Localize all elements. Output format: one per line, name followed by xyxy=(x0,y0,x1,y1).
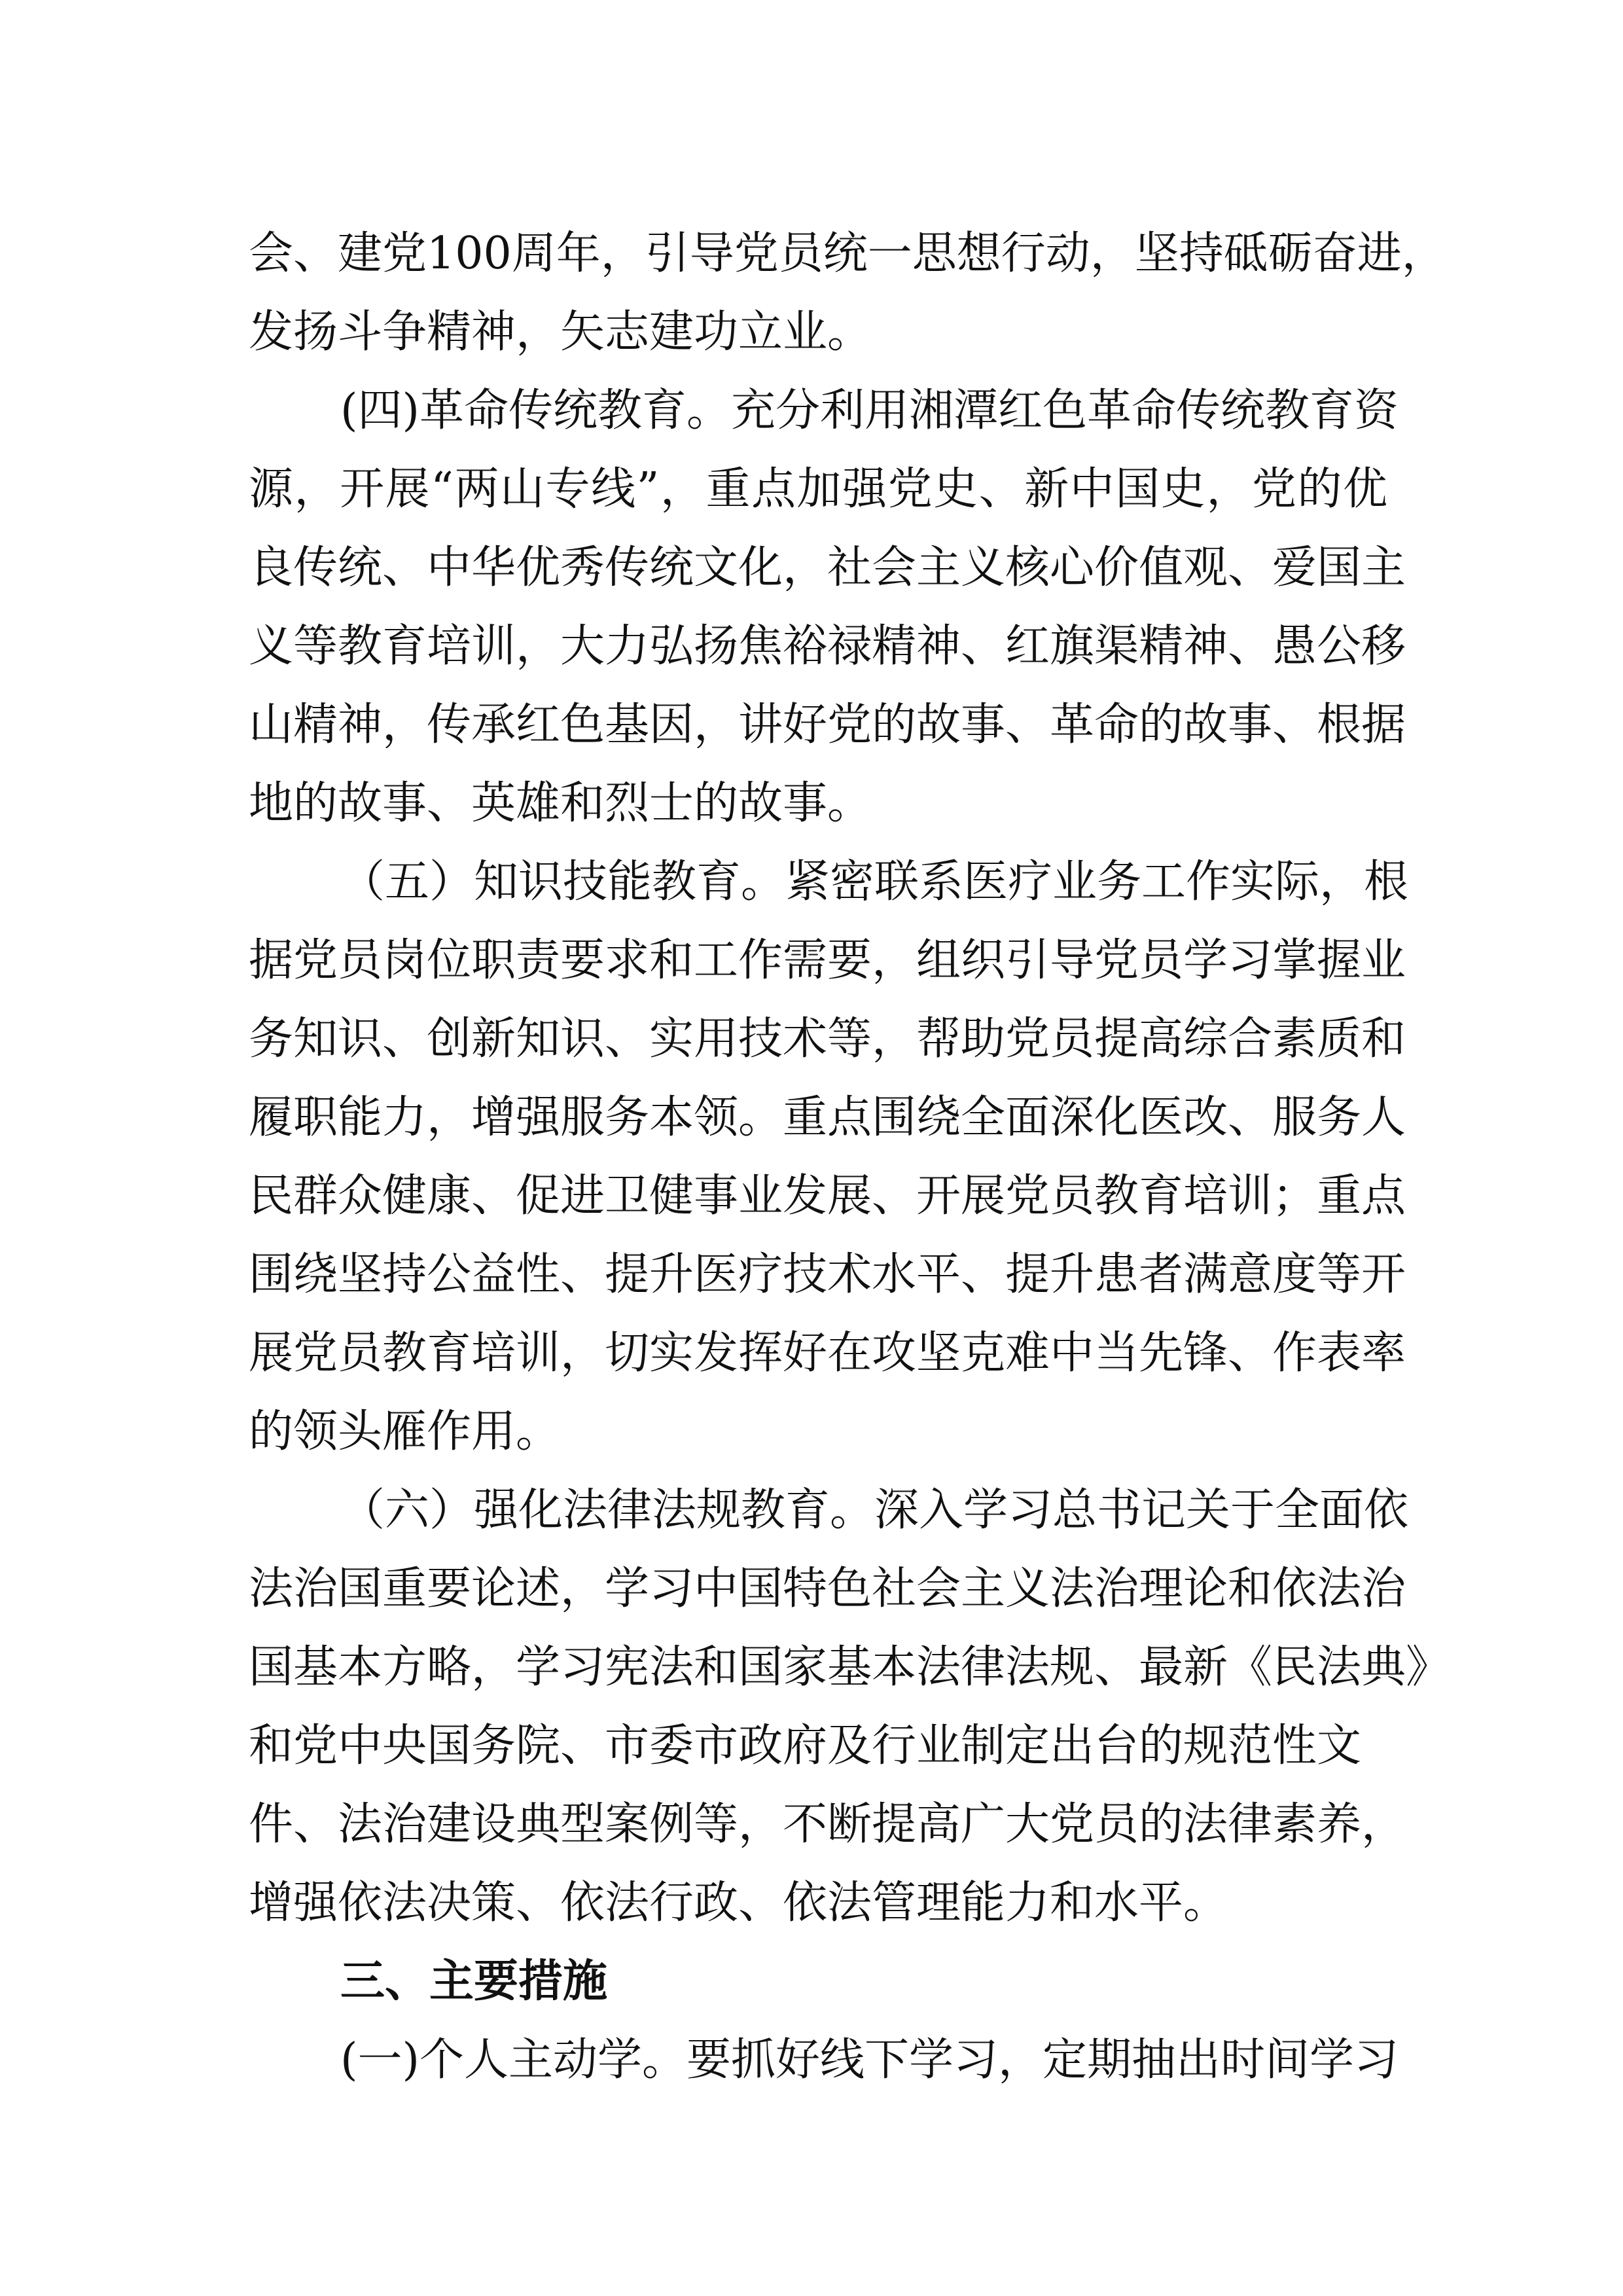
body-text-line: 据党员岗位职责要求和工作需要，组织引导党员学习掌握业 xyxy=(249,935,1406,986)
body-text-line: 民群众健康、促进卫健事业发展、开展党员教育培训；重点 xyxy=(249,1170,1406,1222)
body-text-line: 义等教育培训，大力弘扬焦裕禄精神、红旗渠精神、愚公移 xyxy=(249,620,1406,672)
measure-1-paragraph-start: (一)个人主动学。要抓好线下学习，定期抽出时间学习 xyxy=(340,2034,1399,2086)
body-text-line: 会、建党100周年，引导党员统一思想行动，坚持砥砺奋进， xyxy=(249,228,1446,279)
body-text-line: 国基本方略，学习宪法和国家基本法律法规、最新《民法典》 xyxy=(249,1641,1451,1693)
body-text-line: 法治国重要论述，学习中国特色社会主义法治理论和依法治 xyxy=(249,1563,1406,1615)
body-text-line: 增强依法决策、依法行政、依法管理能力和水平。 xyxy=(249,1877,1228,1929)
section-heading: 三、主要措施 xyxy=(340,1956,608,2007)
body-text-line: 山精神，传承红色基因，讲好党的故事、革命的故事、根据 xyxy=(249,699,1406,751)
body-text-line: 件、法治建设典型案例等，不断提高广大党员的法律素养， xyxy=(249,1799,1406,1850)
body-text-line: 展党员教育培训，切实发挥好在攻坚克难中当先锋、作表率 xyxy=(249,1327,1406,1379)
section-4-paragraph-start: (四)革命传统教育。充分利用湘潭红色革命传统教育资 xyxy=(340,385,1399,437)
body-text-line: 围绕坚持公益性、提升医疗技术水平、提升患者满意度等开 xyxy=(249,1249,1406,1300)
section-6-paragraph-start: （六）强化法律法规教育。深入学习总书记关于全面依 xyxy=(340,1484,1409,1536)
body-text-line: 良传统、中华优秀传统文化，社会主义核心价值观、爱国主 xyxy=(249,542,1406,594)
body-text-line: 务知识、创新知识、实用技术等，帮助党员提高综合素质和 xyxy=(249,1013,1406,1065)
body-text-line: 和党中央国务院、市委市政府及行业制定出台的规范性文 xyxy=(249,1720,1362,1772)
section-5-paragraph-start: （五）知识技能教育。紧密联系医疗业务工作实际，根 xyxy=(340,856,1409,908)
body-text-line: 地的故事、英雄和烈士的故事。 xyxy=(249,778,872,829)
body-text-line: 源，开展“两山专线”，重点加强党史、新中国史，党的优 xyxy=(249,463,1387,515)
body-text-line: 发扬斗争精神，矢志建功立业。 xyxy=(249,306,872,358)
body-text-line: 的领头雁作用。 xyxy=(249,1406,561,1458)
body-text-line: 履职能力，增强服务本领。重点围绕全面深化医改、服务人 xyxy=(249,1092,1406,1143)
